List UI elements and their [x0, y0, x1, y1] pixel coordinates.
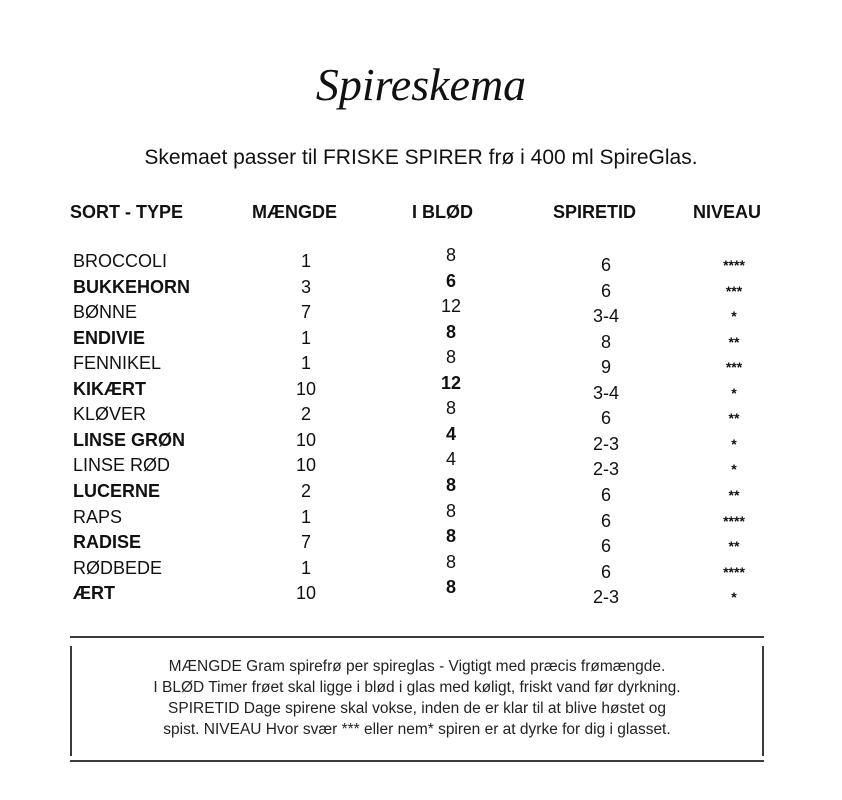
cell-sort: BROCCOLI — [73, 251, 168, 271]
cell-spiretid: 3-4 — [592, 306, 619, 326]
cell-i-blod: 12 — [440, 296, 462, 316]
cell-sort: KIKÆRT — [73, 379, 146, 399]
cell-niveau: * — [731, 385, 737, 401]
cell-i-blod: 8 — [445, 501, 456, 521]
cell-spiretid: 2-3 — [592, 587, 619, 607]
cell-niveau: *** — [725, 283, 743, 299]
legend-line: spist. NIVEAU Hvor svær *** eller nem* spiren er at dyrke for dig i glasset. — [163, 721, 671, 738]
cell-niveau: **** — [723, 513, 745, 529]
column-header-maengde: MÆNGDE — [252, 202, 337, 222]
cell-sort: RADISE — [73, 532, 142, 552]
cell-i-blod: 8 — [445, 347, 456, 367]
cell-spiretid: 9 — [600, 357, 611, 377]
cell-sort: KLØVER — [73, 404, 147, 424]
legend-line: I BLØD Timer frøet skal ligge i blød i glas med køligt, friskt vand før dyrkning. — [153, 679, 681, 696]
cell-niveau: * — [731, 461, 737, 477]
cell-niveau: **** — [723, 564, 745, 580]
cell-maengde: 1 — [300, 353, 311, 373]
cell-i-blod: 8 — [445, 398, 456, 418]
cell-maengde: 7 — [300, 532, 311, 552]
cell-maengde: 2 — [300, 481, 311, 501]
cell-i-blod: 8 — [445, 245, 456, 265]
cell-niveau: ** — [728, 538, 740, 554]
cell-i-blod: 4 — [445, 449, 456, 469]
cell-niveau: * — [731, 589, 737, 605]
page-title: Spireskema — [315, 59, 527, 110]
cell-i-blod: 8 — [445, 526, 456, 546]
cell-spiretid: 6 — [600, 281, 611, 301]
cell-sort: LINSE RØD — [73, 455, 171, 475]
cell-niveau: **** — [723, 257, 745, 273]
cell-spiretid: 6 — [600, 562, 611, 582]
column-header-sort: SORT - TYPE — [70, 202, 184, 222]
cell-maengde: 10 — [295, 583, 317, 603]
cell-niveau: ** — [728, 487, 740, 503]
legend-line: MÆNGDE Gram spirefrø per spireglas - Vigtigt med præcis frømængde. — [168, 658, 666, 675]
cell-spiretid: 6 — [600, 408, 611, 428]
cell-sort: LINSE GRØN — [73, 430, 186, 450]
cell-spiretid: 6 — [600, 255, 611, 275]
cell-spiretid: 3-4 — [592, 383, 619, 403]
cell-spiretid: 6 — [600, 485, 611, 505]
cell-maengde: 1 — [300, 251, 311, 271]
cell-spiretid: 8 — [600, 332, 611, 352]
cell-niveau: ** — [728, 410, 740, 426]
cell-maengde: 10 — [295, 430, 317, 450]
cell-spiretid: 6 — [600, 536, 611, 556]
cell-sort: RAPS — [73, 507, 123, 527]
cell-sort: BUKKEHORN — [73, 277, 190, 297]
cell-maengde: 1 — [300, 328, 311, 348]
page-subtitle: Skemaet passer til FRISKE SPIRER frø i 400 ml SpireGlas. — [144, 146, 698, 169]
cell-i-blod: 6 — [445, 271, 456, 291]
cell-sort: FENNIKEL — [73, 353, 162, 373]
cell-i-blod: 4 — [445, 424, 456, 444]
cell-i-blod: 8 — [445, 577, 456, 597]
cell-maengde: 3 — [300, 277, 311, 297]
cell-maengde: 10 — [295, 379, 317, 399]
cell-sort: BØNNE — [73, 302, 138, 322]
cell-spiretid: 2-3 — [592, 459, 619, 479]
column-header-niveau: NIVEAU — [693, 202, 762, 222]
cell-i-blod: 8 — [445, 322, 456, 342]
cell-sort: ENDIVIE — [73, 328, 146, 348]
cell-niveau: *** — [725, 359, 743, 375]
legend-line: SPIRETID Dage spirene skal vokse, inden de er klar til at blive høstet og — [168, 700, 666, 717]
cell-i-blod: 8 — [445, 475, 456, 495]
column-header-spiretid: SPIRETID — [553, 202, 637, 222]
cell-maengde: 1 — [300, 558, 311, 578]
cell-niveau: * — [731, 436, 737, 452]
cell-maengde: 7 — [300, 302, 311, 322]
cell-sort: RØDBEDE — [73, 558, 163, 578]
column-header-i-blod: I BLØD — [412, 202, 473, 222]
cell-niveau: ** — [728, 334, 740, 350]
cell-sort: LUCERNE — [73, 481, 161, 501]
cell-spiretid: 2-3 — [592, 434, 619, 454]
cell-i-blod: 8 — [445, 552, 456, 572]
cell-maengde: 10 — [295, 455, 317, 475]
legend-notes — [70, 656, 764, 740]
cell-maengde: 2 — [300, 404, 311, 424]
cell-sort: ÆRT — [73, 583, 115, 603]
cell-i-blod: 12 — [440, 373, 462, 393]
table-row — [0, 577, 842, 607]
cell-maengde: 1 — [300, 507, 311, 527]
cell-spiretid: 6 — [600, 511, 611, 531]
cell-niveau: * — [731, 308, 737, 324]
legend-box — [70, 636, 764, 762]
